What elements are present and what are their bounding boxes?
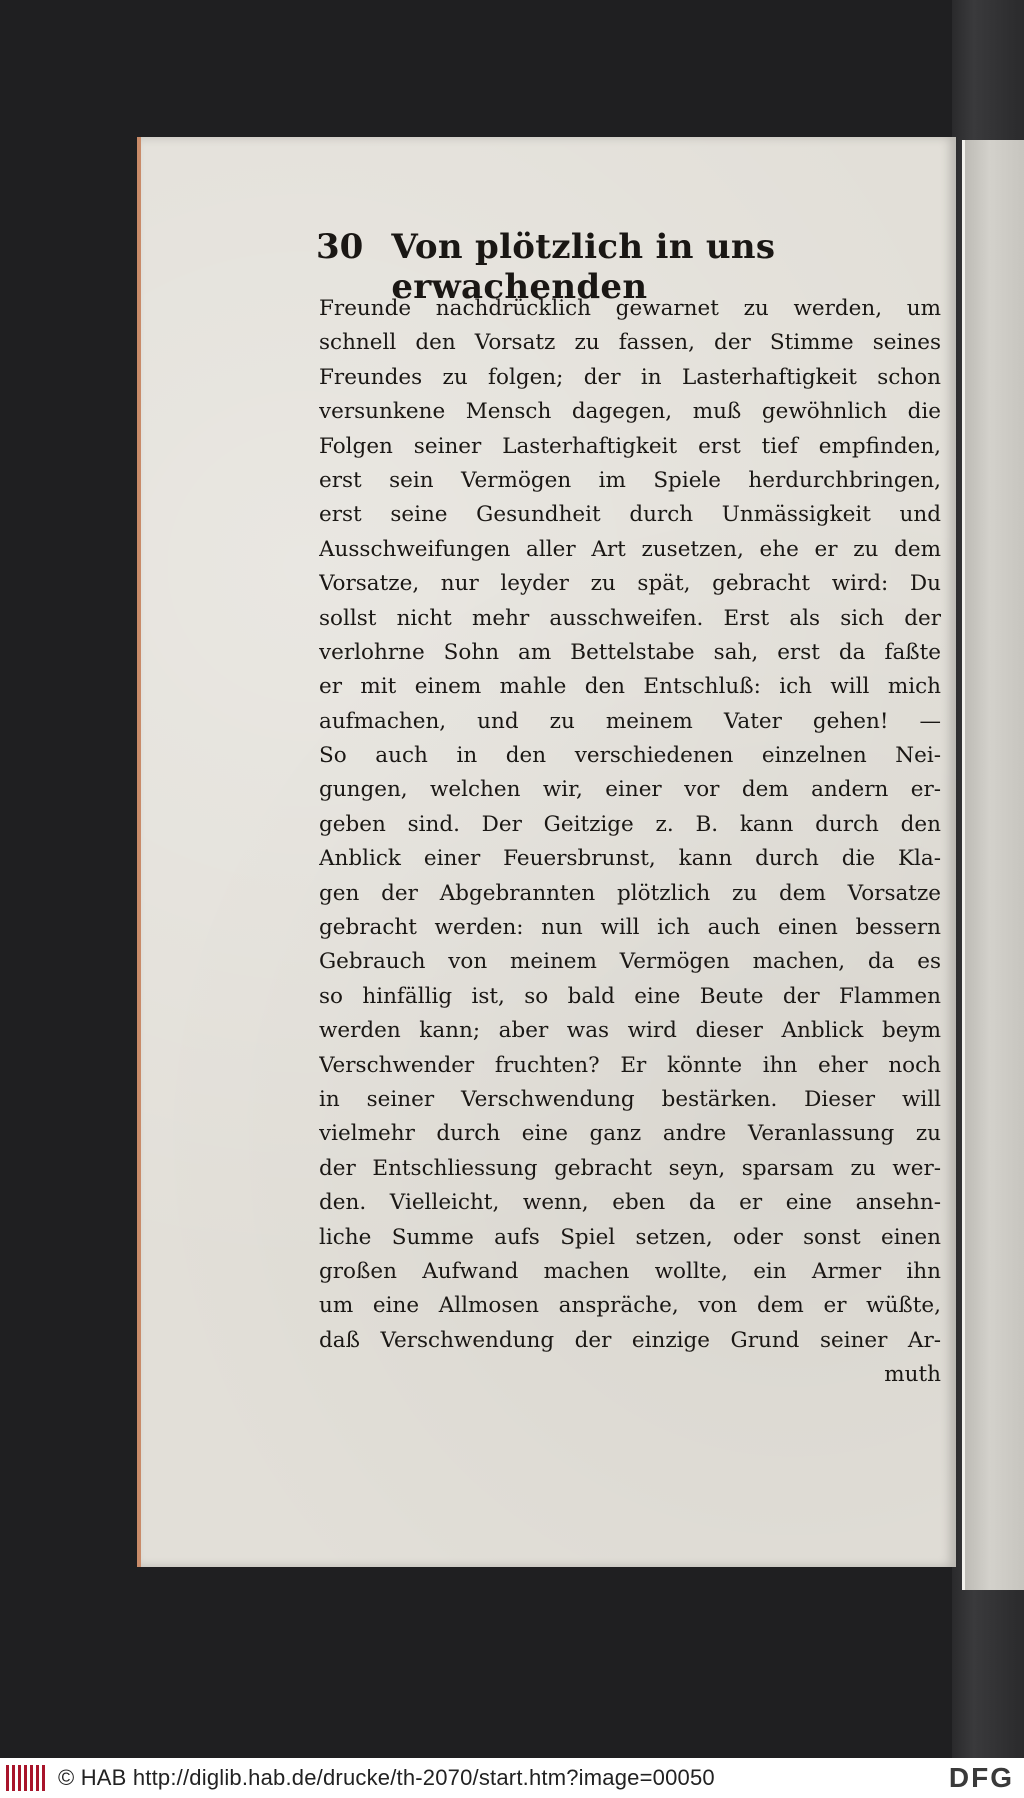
text-line: versunkene Mensch dagegen, muß gewöhnlich die [319, 399, 941, 425]
text-line: Freundes zu folgen; der in Lasterhaftigkeit schon [319, 364, 941, 390]
text-line: So auch in den verschiedenen einzelnen Nei- [319, 743, 941, 769]
text-line: er mit einem mahle den Entschluß: ich will mich [319, 674, 941, 700]
text-line: um eine Allmosen anspräche, von dem er wüßte, [319, 1293, 941, 1319]
text-line: der Entschliessung gebracht seyn, sparsam zu wer- [319, 1155, 941, 1181]
page-number: 30 [316, 227, 364, 267]
text-line: großen Aufwand machen wollte, ein Armer ihn [319, 1258, 941, 1284]
dfg-logo: DFG [948, 1762, 1014, 1793]
text-line: Vorsatze, nur leyder zu spät, gebracht wird: Du [319, 571, 941, 597]
text-line: den. Vielleicht, wenn, eben da er eine ansehn- [319, 1190, 941, 1216]
book-page [137, 137, 956, 1567]
text-line: liche Summe aufs Spiel setzen, oder sonst einen [319, 1224, 941, 1250]
text-line: geben sind. Der Geitzige z. B. kann durch den [319, 811, 941, 837]
text-line: muth [884, 1362, 941, 1388]
text-line: Ausschweifungen aller Art zusetzen, ehe er zu dem [319, 536, 941, 562]
text-line: schnell den Vorsatz zu fassen, der Stimme seines [319, 330, 941, 356]
text-line: gen der Abgebrannten plötzlich zu dem Vorsatze [319, 880, 941, 906]
text-line: daß Verschwendung der einzige Grund seiner Ar- [319, 1327, 941, 1353]
text-line: verlohrne Sohn am Bettelstabe sah, erst da faßte [319, 639, 941, 665]
text-line: Freunde nachdrücklich gewarnet zu werden, um [319, 296, 941, 321]
text-line: werden kann; aber was wird dieser Anblick beym [319, 1018, 941, 1044]
page-header [316, 227, 876, 307]
text-line: gungen, welchen wir, einer vor dem andern er- [319, 777, 941, 803]
hab-logo-icon [6, 1765, 46, 1791]
text-line: in seiner Verschwendung bestärken. Dieser will [319, 1086, 941, 1112]
text-line: erst seine Gesundheit durch Unmässigkeit und [319, 502, 941, 528]
text-line: aufmachen, und zu meinem Vater gehen! — [319, 708, 941, 734]
text-line: Verschwender fruchten? Er könnte ihn eher noch [319, 1052, 941, 1078]
text-line: Folgen seiner Lasterhaftigkeit erst tief empfinden, [319, 433, 941, 459]
footer-bar [0, 1758, 1024, 1798]
text-line: gebracht werden: nun will ich auch einen bessern [319, 915, 941, 941]
text-line: vielmehr durch eine ganz andre Veranlassung zu [319, 1121, 941, 1147]
text-line: so hinfällig ist, so bald eine Beute der Flammen [319, 983, 941, 1009]
page-body-text [319, 292, 941, 1393]
text-line: erst sein Vermögen im Spiele herdurchbringen, [319, 467, 941, 493]
text-line: Anblick einer Feuersbrunst, kann durch die Kla- [319, 846, 941, 872]
adjacent-page-edge [962, 140, 1024, 1590]
text-line: Gebrauch von meinem Vermögen machen, da es [319, 949, 941, 975]
footer-credit: © HAB http://diglib.hab.de/drucke/th-2070/start.htm?image=00050 [58, 1765, 715, 1790]
text-line: sollst nicht mehr ausschweifen. Erst als sich der [319, 605, 941, 631]
running-head: Von plötzlich in uns erwachenden [391, 227, 776, 307]
